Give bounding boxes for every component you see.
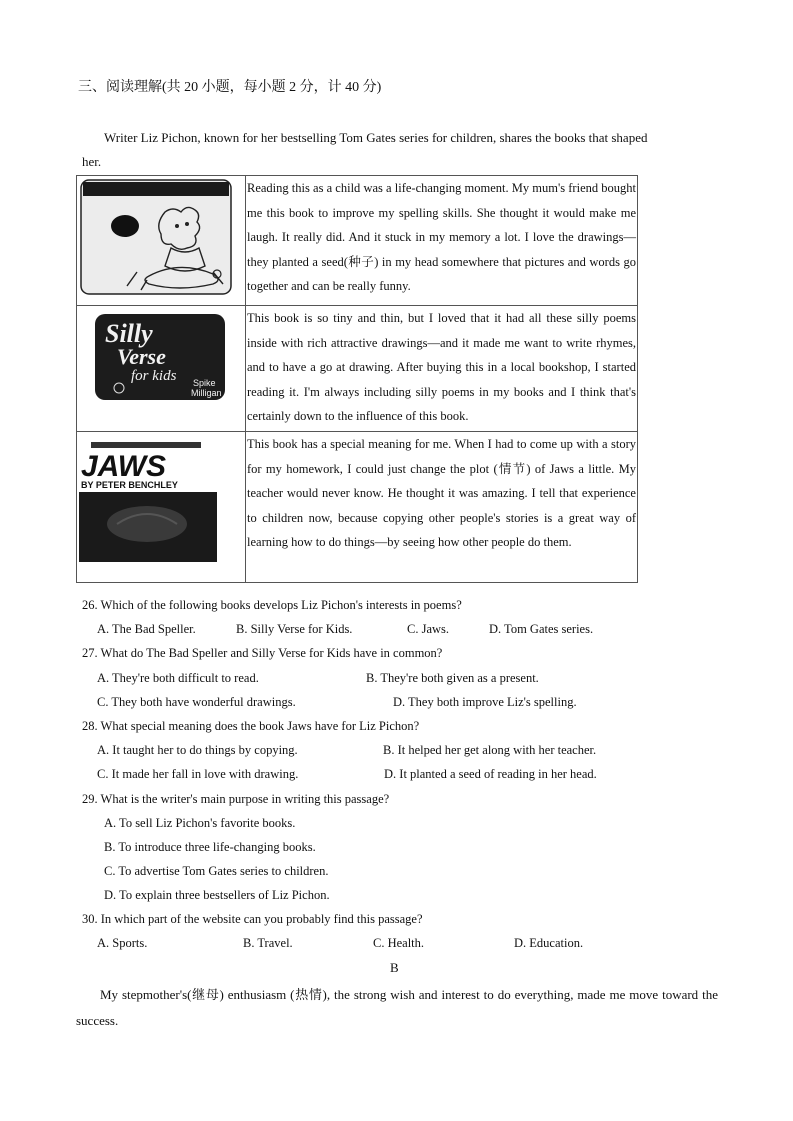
answer-option: C. They both have wonderful drawings. [97, 695, 296, 709]
cover-author-line: BY PETER BENCHLEY [81, 480, 178, 490]
answer-option: C. It made her fall in love with drawing. [97, 767, 299, 781]
answer-option: A. They're both difficult to read. [97, 671, 259, 685]
cover-title-line: JAWS [81, 450, 167, 483]
book-description: This book has a special meaning for me. When I had to come up with a story for my homework, I could just change the plot (情节) of Jaws a little. My teacher would never know. He thought it was amazing. I tell that experience to children now, because copying other people's stories is a great way of learning how to do things—by seeing how other people do them. [246, 432, 638, 583]
part-b-passage: My stepmother's(继母) enthusiasm (热情), the strong wish and interest to do everything, made me move toward the success. [76, 987, 718, 1028]
book-row [77, 176, 638, 306]
book-image-cell [77, 432, 246, 583]
answer-option: D. They both improve Liz's spelling. [393, 695, 577, 709]
cover-title-line: Silly [105, 319, 153, 348]
answer-option: A. Sports. [97, 936, 148, 950]
answer-option: C. Health. [373, 936, 425, 950]
answer-option: B. They're both given as a present. [366, 671, 539, 685]
answer-option: C. Jaws. [407, 622, 450, 636]
question-stem: 26. Which of the following books develops Liz Pichon's interests in poems? [82, 598, 462, 612]
question-stem: 29. What is the writer's main purpose in writing this passage? [82, 792, 390, 806]
question-stem: 27. What do The Bad Speller and Silly Verse for Kids have in common? [82, 646, 443, 660]
question-stem: 30. In which part of the website can you probably find this passage? [82, 912, 423, 926]
book-description: Reading this as a child was a life-changing moment. My mum's friend bought me this book to improve my spelling skills. She thought it would make me laugh. It really did. And it stuck in my memory a lot. I love the drawings—they planted a seed(种子) in my head somewhere that pictures and words go together and can be really funny. [246, 176, 638, 306]
answer-option: B. It helped her get along with her teacher. [383, 743, 597, 757]
answer-option: D. To explain three bestsellers of Liz Pichon. [104, 888, 330, 902]
cover-author-line: Spike [193, 378, 216, 388]
book-image-cell [77, 176, 246, 306]
book-row [77, 432, 638, 583]
answer-option: B. Silly Verse for Kids. [236, 622, 353, 636]
section-title: 三、阅读理解(共 20 小题，每小题 2 分，计 40 分) [78, 80, 382, 95]
book-row [77, 306, 638, 432]
cover-title-line: for kids [131, 368, 177, 384]
passage-intro: Writer Liz Pichon, known for her bestselling Tom Gates series for children, shares the books that shaped her. [82, 130, 648, 169]
book-image-cell [77, 306, 246, 432]
answer-option: A. The Bad Speller. [97, 622, 196, 636]
cover-title-line: Verse [117, 344, 166, 369]
books-table [76, 175, 638, 583]
bad-speller-cover-image [77, 176, 243, 300]
question-stem: 28. What special meaning does the book Jaws have for Liz Pichon? [82, 719, 420, 733]
answer-option: D. Education. [514, 936, 584, 950]
answer-option: A. To sell Liz Pichon's favorite books. [104, 816, 296, 830]
answer-option: D. It planted a seed of reading in her head. [384, 767, 597, 781]
silly-verse-cover-image [77, 306, 243, 426]
answer-option: B. Travel. [243, 936, 293, 950]
answer-option: A. It taught her to do things by copying. [97, 743, 298, 757]
part-b-label: B [390, 960, 399, 975]
answer-option: D. Tom Gates series. [489, 622, 594, 636]
answer-option: C. To advertise Tom Gates series to children. [104, 864, 329, 878]
cover-author-line: Milligan [191, 388, 222, 398]
jaws-cover-image [77, 432, 243, 577]
answer-option: B. To introduce three life-changing books. [104, 840, 316, 854]
book-description: This book is so tiny and thin, but I loved that it had all these silly poems inside with rich attractive drawings—and it made me want to write rhymes, and to have a go at drawing. After buying this in a local bookshop, I started reading it. I'm always including silly poems in my books and I think that's certainly down to the influence of this book. [246, 306, 638, 432]
